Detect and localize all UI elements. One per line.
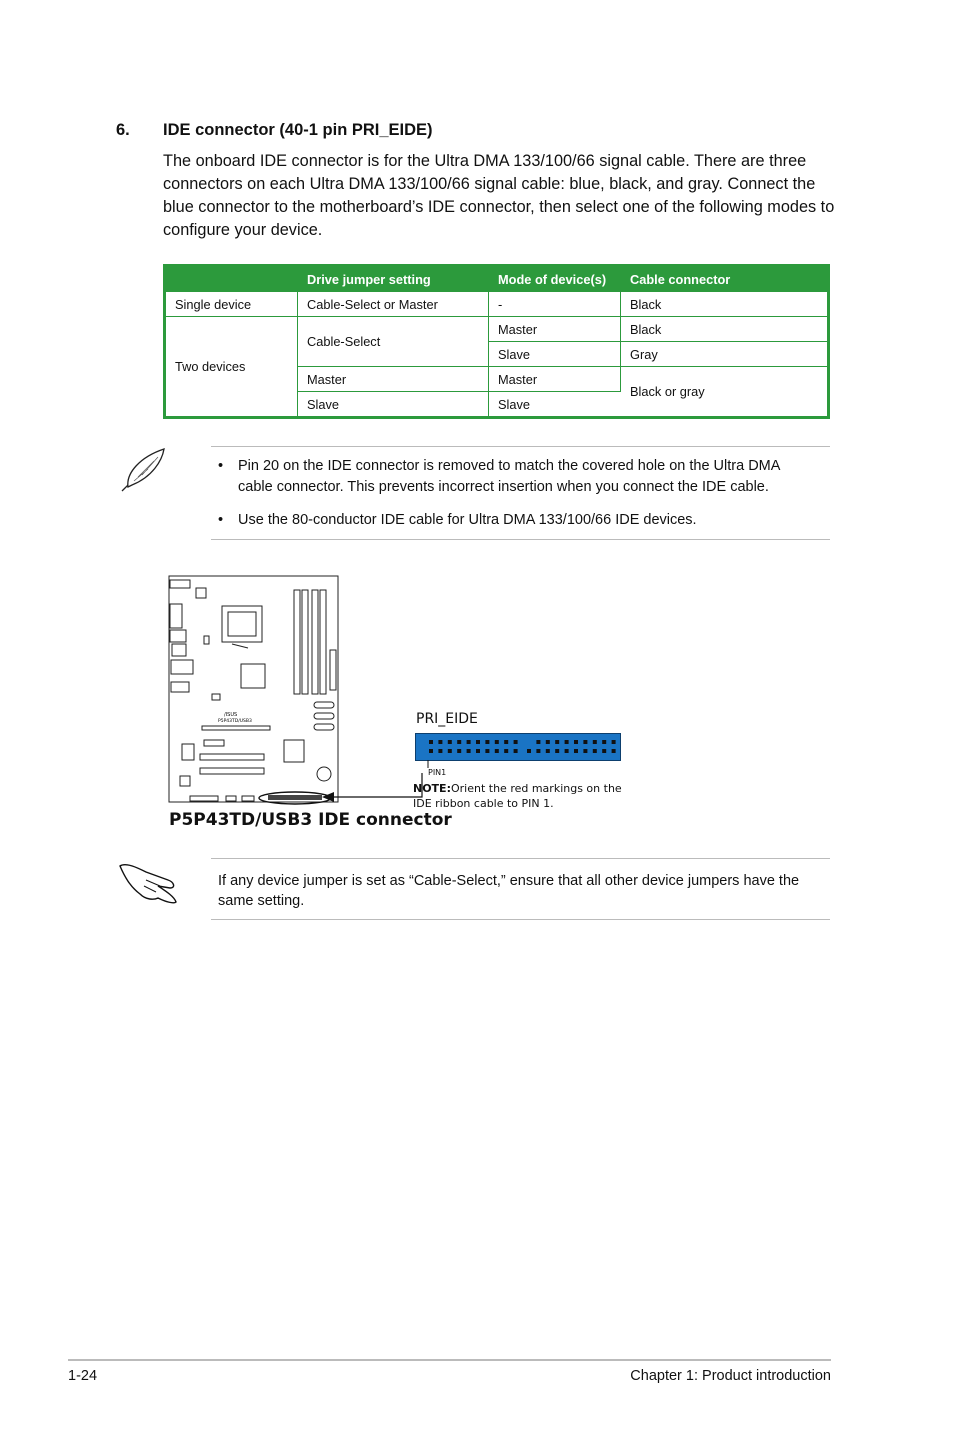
chapter-title: Chapter 1: Product introduction <box>630 1368 831 1384</box>
connector-pin <box>546 740 550 744</box>
table-cell: Slave <box>298 392 489 416</box>
connector-pin <box>457 749 461 753</box>
connector-pin <box>527 749 531 753</box>
connector-pin <box>546 749 550 753</box>
list-item <box>218 456 818 498</box>
connector-pin <box>438 749 442 753</box>
connector-pin <box>476 740 480 744</box>
table-header-row <box>166 267 827 292</box>
table-header-cell <box>166 267 298 292</box>
table-header-cell: Mode of device(s) <box>489 267 621 292</box>
list-item <box>218 510 818 531</box>
motherboard-layout-diagram <box>166 574 346 806</box>
connector-pin <box>495 740 499 744</box>
note-text: Pin 20 on the IDE connector is removed to match the covered hole on the Ultra DMA cable connector. This prevents incorrect insertion when you connect the IDE cable. <box>238 458 780 495</box>
table-cell: Gray <box>621 342 827 367</box>
connector-pin <box>448 740 452 744</box>
connector-pin <box>467 740 471 744</box>
table-header-cell: Cable connector <box>621 267 827 292</box>
ide-connector-body <box>416 734 621 761</box>
ide-connector <box>415 733 621 768</box>
connector-pin <box>565 740 569 744</box>
table-cell: Black <box>621 292 827 317</box>
table-cell: Master <box>489 317 621 342</box>
warning-top-rule <box>211 858 830 859</box>
warning-text: If any device jumper is set as “Cable-Select,” ensure that all other device jumpers have the same setting. <box>218 873 800 909</box>
note-bullets <box>218 456 818 543</box>
section-number: 6. <box>116 121 130 139</box>
bullet: • <box>218 458 224 474</box>
note-text: Orient the red markings on the IDE ribbon cable to PIN 1. <box>413 782 622 810</box>
connector-pin <box>612 749 616 753</box>
connector-pin <box>593 740 597 744</box>
table-row <box>166 317 827 342</box>
table-row <box>166 292 827 317</box>
table-cell: Slave <box>498 396 531 412</box>
connector-pin <box>583 740 587 744</box>
connector-pin <box>485 740 489 744</box>
connector-pin <box>514 740 518 744</box>
table-header-cell: Drive jumper setting <box>298 267 489 292</box>
table-cell: Black <box>621 317 827 342</box>
connector-pin <box>612 740 616 744</box>
connector-pin <box>467 749 471 753</box>
feather-note-icon <box>118 447 170 495</box>
note-bottom-rule <box>211 539 830 540</box>
connector-pin <box>536 749 540 753</box>
intro-paragraph: The onboard IDE connector is for the Ultra DMA 133/100/66 signal cable. There are three connectors on each Ultra DMA 133/100/66 signal cable: blue, black, and gray. Connect the blue connector to the motherboard’s IDE connector, then select one of the following modes to configure your device. <box>163 152 835 239</box>
connector-pin <box>476 749 480 753</box>
connector-pin <box>536 740 540 744</box>
bullet: • <box>218 512 224 528</box>
connector-pin <box>574 749 578 753</box>
table-cell: Master <box>298 367 489 392</box>
connector-pin <box>438 740 442 744</box>
note-top-rule <box>211 446 830 447</box>
connector-pin <box>593 749 597 753</box>
section-title: IDE connector (40-1 pin PRI_EIDE) <box>163 121 433 139</box>
connector-label: PRI_EIDE <box>416 711 478 727</box>
connector-pin <box>504 749 508 753</box>
jumper-setting-table <box>163 264 830 419</box>
diagram-caption: P5P43TD/USB3 IDE connector <box>169 810 452 830</box>
note-bold-label: NOTE: <box>413 782 451 795</box>
note-text: Use the 80-conductor IDE cable for Ultra DMA 133/100/66 IDE devices. <box>238 512 697 528</box>
page-number: 1-24 <box>68 1368 98 1384</box>
hand-warning-icon <box>116 858 180 906</box>
connector-pin <box>602 749 606 753</box>
connector-pin <box>429 740 433 744</box>
pin1-label: PIN1 <box>428 768 447 777</box>
connector-pin <box>565 749 569 753</box>
connector-pin <box>555 749 559 753</box>
connector-pin <box>514 749 518 753</box>
table-cell: Master <box>489 367 621 392</box>
board-logo: /ISUS <box>224 712 238 718</box>
table-cell: Two devices <box>166 317 298 416</box>
footer-rule <box>68 1359 831 1361</box>
table-cell: Cable-Select <box>298 317 489 367</box>
table-cell: Cable-Select or Master <box>298 292 489 317</box>
table-cell: Slave <box>489 342 621 367</box>
connector-pin <box>602 740 606 744</box>
table-cell: - <box>489 292 621 317</box>
connector-pin <box>448 749 452 753</box>
connector-pin <box>574 740 578 744</box>
connector-pin <box>555 740 559 744</box>
warning-bottom-rule <box>211 919 830 920</box>
connector-pin <box>457 740 461 744</box>
board-model: P5P43TD/USB3 <box>218 719 252 724</box>
connector-pin <box>504 740 508 744</box>
connector-pin <box>485 749 489 753</box>
ribbon-note <box>413 781 623 811</box>
table-cell: Black or gray <box>630 384 705 399</box>
connector-pin <box>583 749 587 753</box>
table-cell: Single device <box>166 292 298 317</box>
connector-pin <box>429 749 433 753</box>
connector-pin <box>495 749 499 753</box>
